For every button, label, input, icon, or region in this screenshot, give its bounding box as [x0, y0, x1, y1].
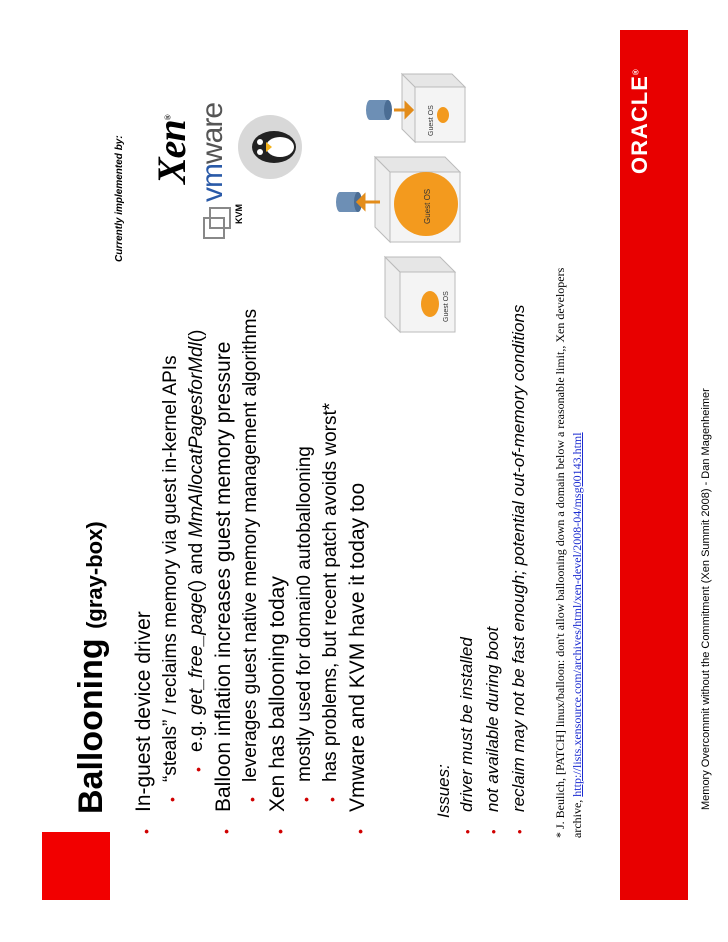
bullet-text: () and: [186, 537, 207, 593]
bullet-text: Balloon inflation increases guest memory pressure: [212, 341, 235, 812]
bullet-item: [158, 298, 184, 838]
bullet-text: leverages guest native memory management algorithms: [240, 308, 261, 782]
issue-item: [506, 305, 532, 838]
bullet-dot: •: [460, 829, 475, 834]
bullet-text: “steals” / reclaims memory via guest in-kernel APIs: [160, 355, 181, 782]
vmware-squares-icon: [198, 202, 234, 242]
bullet-text: get_free_page: [186, 592, 207, 716]
kvm-label: KVM: [234, 204, 244, 224]
issue-item: [480, 305, 506, 838]
issues-label: Issues:: [434, 764, 453, 818]
guest-os-label: Guest OS: [423, 188, 432, 224]
bullet-item: [184, 298, 210, 838]
kvm-penguin-icon: [232, 112, 308, 182]
balloon-small: [421, 291, 439, 317]
bullet-dot: •: [352, 829, 368, 834]
bullet-item: [292, 298, 318, 838]
issue-text: not available during boot: [483, 626, 502, 812]
issue-item: [454, 305, 480, 838]
bullet-list: [130, 298, 372, 838]
balloon-diagram: [330, 22, 530, 342]
xen-logo: Xen®: [149, 115, 194, 184]
issues-section: [434, 305, 532, 838]
bullet-text: mostly used for domain0 autoballooning: [294, 446, 315, 782]
bullet-text: has problems, but recent patch avoids worst*: [320, 402, 341, 782]
bullet-dot: •: [324, 797, 340, 802]
issue-text: driver must be installed: [457, 637, 476, 812]
footnote: [552, 268, 586, 838]
slide-title: [72, 521, 111, 814]
red-corner-square: [42, 832, 110, 900]
bullet-item: [130, 298, 158, 838]
footnote-link[interactable]: http://lists.xensource.com/archives/html/xen-devel/2008-04/msg00143.html: [570, 432, 584, 797]
slide-credit: Memory Overcommit without the Commitment (Xen Summit 2008) - Dan Magenheimer: [700, 388, 712, 810]
issues-list: [454, 305, 532, 838]
bullet-dot: •: [164, 797, 180, 802]
bullet-dot: •: [138, 829, 154, 834]
implemented-by-label: Currently implemented by:: [114, 135, 125, 262]
bullet-dot: •: [486, 829, 501, 834]
bullet-item: [318, 298, 344, 838]
bullet-text: Vmware and KVM have it today too: [346, 482, 369, 812]
bullet-text: Xen has ballooning today: [266, 576, 289, 812]
guest-os-label: Guest OS: [443, 291, 450, 322]
bullet-text: In-guest device driver: [132, 611, 155, 812]
bullet-dot: •: [218, 829, 234, 834]
bullet-dot: •: [272, 829, 288, 834]
bullet-dot: •: [298, 797, 314, 802]
bullet-item: [210, 298, 238, 838]
bullet-item: [238, 298, 264, 838]
footnote-line1: * J. Beulich, [PATCH] linux/balloon: don't allow ballooning down a domain below a reasonable limit,, Xen developers: [553, 267, 567, 838]
vmware-logo: vmware: [196, 102, 229, 202]
bullet-item: [264, 298, 292, 838]
oracle-logo: ORACLE®: [627, 68, 652, 174]
footnote-prefix: archive,: [570, 796, 584, 838]
title-sub: (gray-box): [82, 521, 107, 629]
balloon-small: [437, 107, 449, 123]
title-main: Ballooning: [72, 638, 110, 814]
bullet-dot: •: [190, 767, 206, 772]
bullet-dot: •: [244, 797, 260, 802]
bullet-item: [344, 298, 372, 838]
bullet-text: MmAllocatPagesforMdl: [186, 342, 207, 538]
guest-os-label: Guest OS: [428, 105, 435, 136]
guest-os-box-inflated: [375, 157, 460, 242]
issue-text: reclaim may not be fast enough; potential out-of-memory conditions: [509, 304, 528, 812]
bullet-text: (): [186, 329, 207, 343]
bullet-dot: •: [512, 829, 527, 834]
guest-os-box-small: [385, 257, 455, 332]
bullet-text: e.g.: [186, 715, 207, 752]
